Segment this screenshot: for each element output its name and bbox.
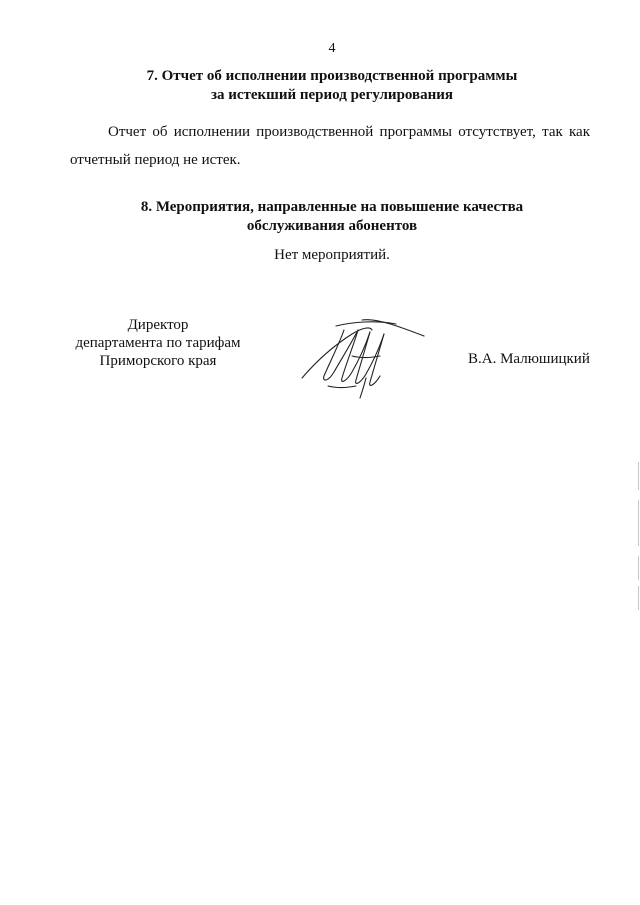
section-8-title-line-2: обслуживания абонентов [246, 218, 418, 234]
section-7-title-line-2: за истекший период регулирования [210, 87, 454, 103]
signatory-position-line-2: департамента по тарифам [75, 335, 241, 351]
page-number: 4 [328, 41, 336, 56]
signer-name: В.А. Малюшицкий [468, 351, 590, 367]
signatory-position-line-3: Приморского края [99, 353, 217, 369]
scan-edge-mark-3 [638, 556, 639, 580]
section-7-paragraph [70, 118, 590, 174]
section-7-heading [0, 67, 640, 105]
scan-edge-mark-4 [638, 586, 639, 610]
signatory-position-line-1: Директор [127, 317, 189, 333]
section-7-text-line-1: Отчет об исполнении производственной программы отсутствует, так как [108, 124, 590, 140]
section-8-text: Нет мероприятий. [274, 247, 390, 263]
section-7-text-line-2: отчетный период не истек. [70, 152, 241, 168]
section-8-heading [0, 198, 640, 236]
scan-edge-mark-2 [638, 500, 639, 546]
section-7-title-line-1: 7. Отчет об исполнении производственной программы [146, 68, 518, 84]
section-8-title-line-1: 8. Мероприятия, направленные на повышение качества [140, 199, 524, 215]
scan-edge-mark-1 [638, 462, 639, 490]
signatory-position [60, 316, 256, 370]
handwritten-signature [300, 316, 430, 401]
